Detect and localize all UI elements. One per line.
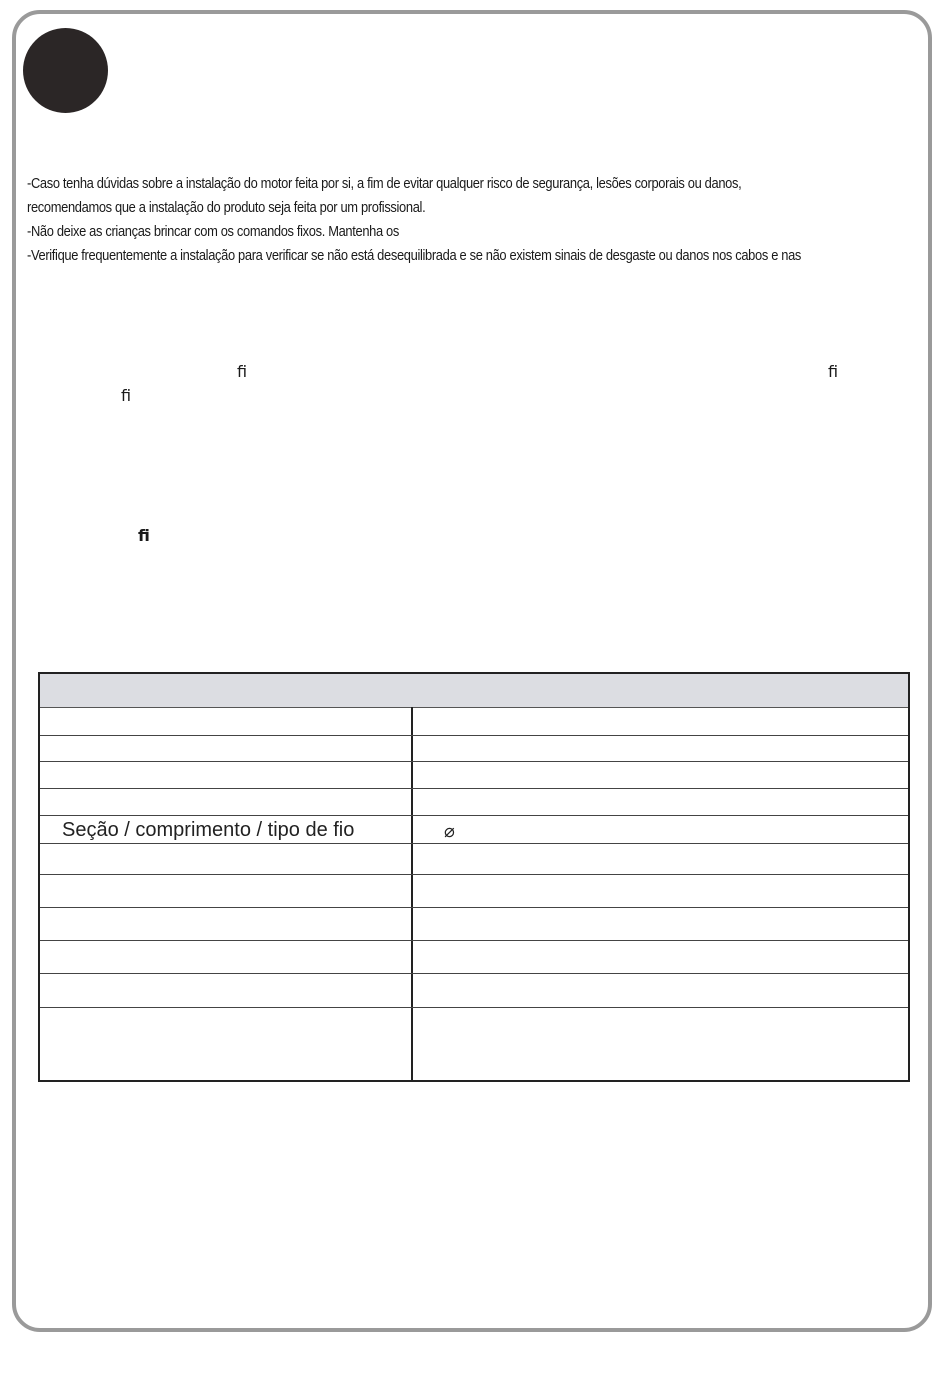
section-number-badge (23, 28, 108, 113)
ligature-fragment: fi (138, 526, 150, 545)
row-divider (40, 907, 908, 908)
row-divider (40, 843, 908, 844)
row-divider (40, 815, 908, 816)
ligature-fragment: fi (828, 362, 839, 381)
table-cell-label: Seção / comprimento / tipo de fio (62, 819, 355, 841)
note-line-1: -Caso tenha dúvidas sobre a instalação do motor feita por si, a fim de evitar qualquer risco de segurança, lesões corporais ou danos, (27, 175, 742, 192)
row-divider (40, 940, 908, 941)
note-line-2: recomendamos que a instalação do produto seja feita por um profissional. (27, 199, 426, 216)
safety-notes (27, 172, 904, 268)
column-divider (411, 707, 413, 1080)
row-divider (40, 973, 908, 974)
row-divider (40, 1007, 908, 1008)
note-line-3: -Não deixe as crianças brincar com os comandos fixos. Mantenha os (27, 223, 400, 240)
ligature-fragment: fi (121, 386, 132, 405)
diameter-icon: ⌀ (444, 821, 455, 842)
table-header (40, 674, 908, 708)
row-divider (40, 735, 908, 736)
row-divider (40, 761, 908, 762)
row-divider (40, 788, 908, 789)
note-line-4: -Verifique frequentemente a instalação para verificar se não está desequilibrada e se não existem sinais de desgaste ou danos nos cabos e nas (27, 247, 802, 264)
row-divider (40, 874, 908, 875)
specs-table (38, 672, 910, 1082)
ligature-fragment: fi (237, 362, 248, 381)
